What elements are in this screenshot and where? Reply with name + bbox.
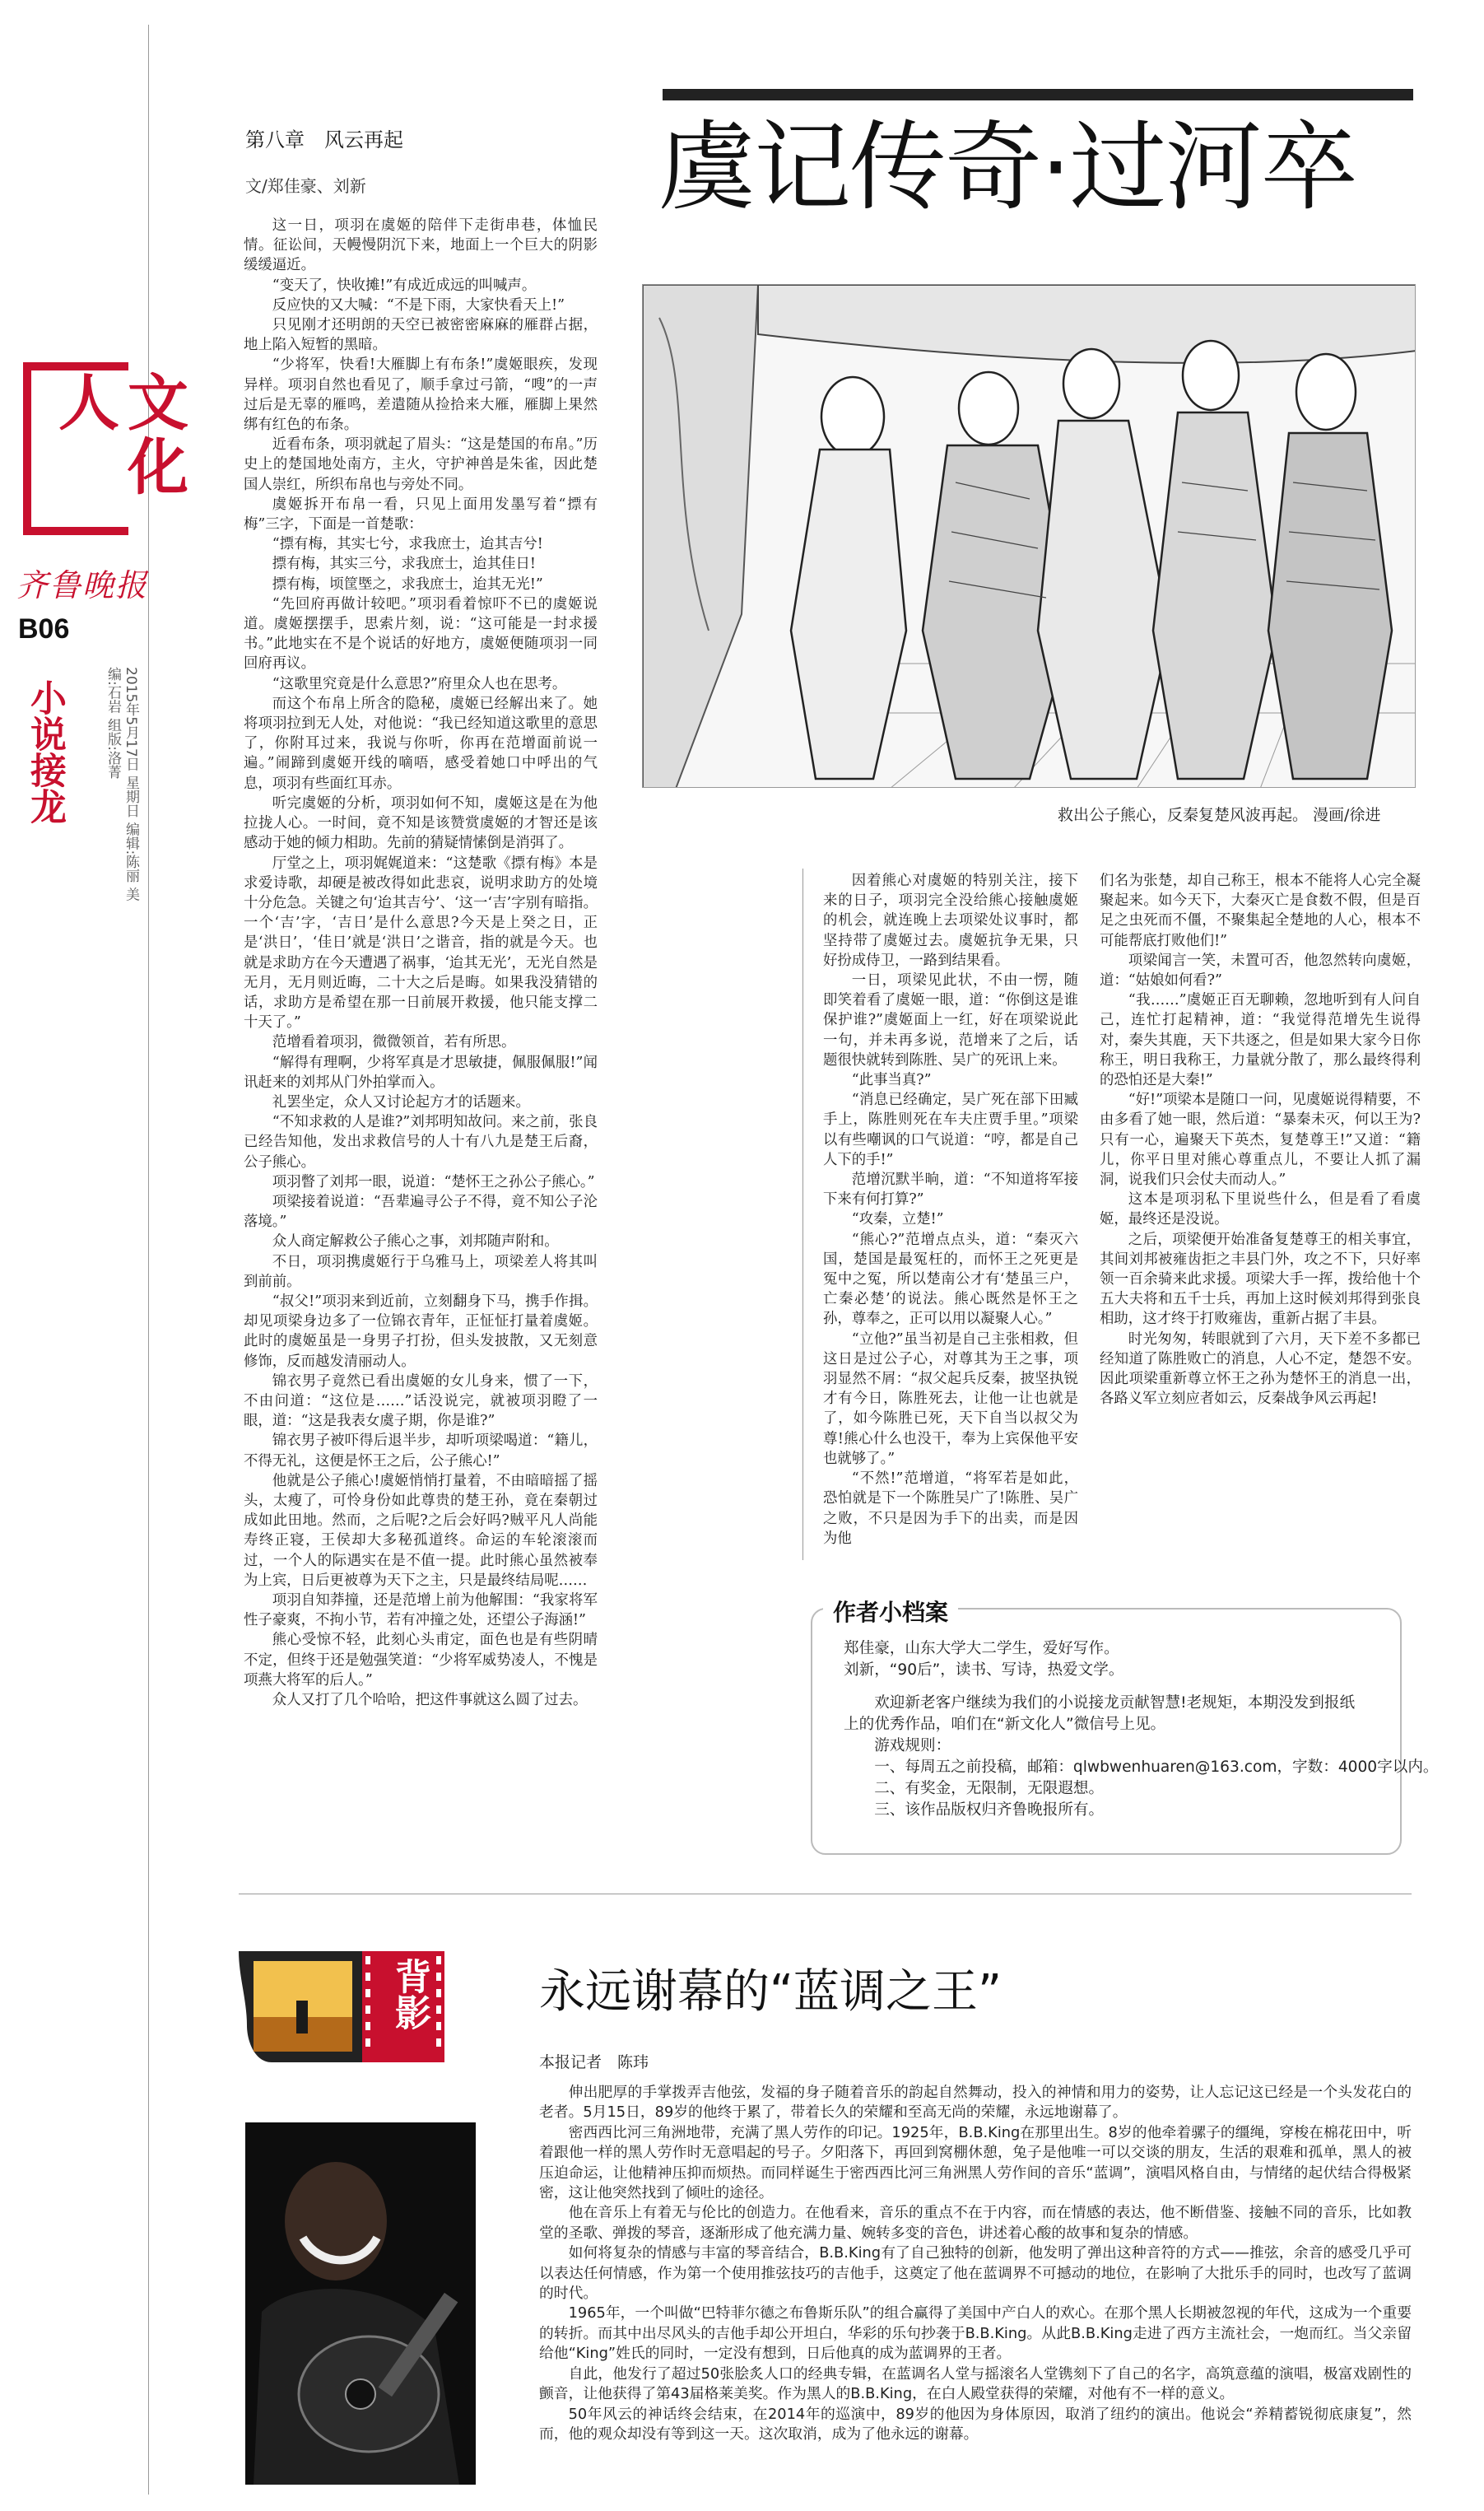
- column-rule: [802, 869, 803, 1560]
- paragraph: 密西西比河三角洲地带，充满了黑人劳作的印记。1925年，B.B.King在那里出生。8岁的他牵着骡子的缰绳，穿梭在棉花田中，听着跟他一样的黑人劳作时无意唱起的号子。夕阳落下，再回到窝棚休憩，兔子是他唯一可以交谈的朋友，生活的艰难和孤单，黑人的被压迫命运，让他精神压抑而烦热。而同样诞生于密西西比河三角洲黑人劳作间的音乐“蓝调”，演唱风格自由，与情绪的起伏结合得极紧密，这让他突然找到了倾吐的途径。: [539, 2123, 1412, 2202]
- paragraph: 而这个布帛上所含的隐秘，虞姬已经解出来了。她将项羽拉到无人处，对他说：“我已经知道这歌里的意思了，你附耳过来，我说与你听，你再在范增面前说一遍。”闹蹄到虞姬开线的嘀唔，感受着她口中呼出的气息，项羽有些面红耳赤。: [244, 695, 598, 792]
- background-byline: 本报记者 陈玮: [539, 2053, 649, 2071]
- paragraph: 项梁闻言一笑，未置可否，他忽然转向虞姬，道：“姑娘如何看?”: [1100, 952, 1421, 990]
- paragraph: 自此，他发行了超过50张脍炙人口的经典专辑，在蓝调名人堂与摇滚名人堂镌刻下了自己的名字，高筑意蕴的演唱，极富戏剧性的颤音，让他获得了第43届格莱美奖。作为黑人的B.B.King，在白人殿堂获得的荣耀，对他有不一样的意义。: [539, 2364, 1412, 2403]
- paragraph: 他就是公子熊心!虞姬悄悄打量着，不由暗暗摇了摇头，太瘦了，可怜身份如此尊贵的楚王孙，竟在秦朝过成如此田地。然而，之后呢?之后会好吗?贼平凡人尚能寿终正寝，王侯却大多秘孤道终。命运的车轮滚滚而过，一个人的际遇实在是不值一提。此时熊心虽然被奉为上宾，日后更被尊为天下之主，只是最终结局呢……: [244, 1472, 598, 1589]
- paragraph: “不知求救的人是谁?”刘邦明知故问。来之前，张良已经告知他，发出求救信号的人十有八九是楚王后裔，公子熊心。: [244, 1114, 598, 1171]
- paragraph: 众人商定解救公子熊心之事，刘邦随声附和。: [272, 1233, 559, 1251]
- notice-line: 欢迎新老客户继续为我们的小说接龙贡献智慧!老规矩，本期没发到报纸: [874, 1694, 1356, 1712]
- paragraph: 他在音乐上有着无与伦比的创造力。在他看来，音乐的重点不在于内容，而在情感的表达，他不断借鉴、接触不同的音乐，比如教堂的圣歌、弹拨的琴音，逐渐形成了他充满力量、婉转多变的音色，讲述着心酸的故事和复杂的情感。: [539, 2204, 1412, 2242]
- paragraph: 一日，项梁见此状，不由一愣，随即笑着看了虞姬一眼，道：“你倒这是谁保护谁?”虞姬面上一红，好在项梁说此一句，并未再多说，范增来了之后，话题很快就转到陈胜、吴广的死讯上来。: [823, 972, 1078, 1069]
- story-column-3: [1100, 871, 1421, 1554]
- illustration-drawing: [643, 285, 1416, 788]
- background-title: 永远谢幕的“蓝调之王”: [539, 1965, 1003, 2019]
- paragraph: “解得有理啊，少将军真是才思敏捷，佩服佩服!”闻讯赶来的刘邦从门外拍掌而入。: [244, 1054, 598, 1091]
- paragraph: “立他?”虽当初是自己主张相救，但这日是过公子心，对尊其为王之事，项羽显然不屑：“叔父起兵反秦，披坚执锐才有今日，陈胜死去，让他一让也就是了，如今陈胜已死，天下自当以叔父为尊!熊心什么也没干，奉为上宾保他平安也就够了。”: [823, 1330, 1078, 1467]
- background-article: [539, 2083, 1412, 2503]
- paragraph: 们名为张楚，却自己称王，根本不能将人心完全凝聚起来。如今天下，大秦灭亡是食数不假，但是百足之虫死而不僵，不聚集起全楚地的人心，根本不可能帮底打败他们!”: [1100, 873, 1421, 949]
- poem-line: 摽有梅，其实三兮，求我庶士，迨其佳日!: [272, 556, 536, 573]
- poem-line: “摽有梅，其实七兮，求我庶士，迨其吉兮!: [272, 536, 543, 553]
- paragraph: “变天了，快收摊!”有成近成远的叫喊声。: [272, 277, 537, 294]
- paragraph: 因着熊心对虞姬的特别关注，接下来的日子，项羽完全没给熊心接触虞姬的机会，就连晚上去项梁处议事时，都坚持带了虞姬过去。虞姬抗争无果，只好扮成侍卫，一路到结果看。: [823, 873, 1078, 969]
- profile-line: 郑佳豪，山东大学大二学生，爱好写作。: [844, 1640, 1119, 1657]
- paragraph: 之后，项梁便开始准备复楚尊王的相关事宜，其间刘邦被雍齿拒之丰县门外，攻之不下，只好率领一百余骑来此求援。项梁大手一挥，拨给他十个五大夫将和五千士兵，再加上这时候刘邦得到张良相助，这才终于打败雍齿，重新占据了丰县。: [1100, 1231, 1421, 1328]
- chapter-heading: 第八章 风云再起: [245, 128, 403, 151]
- paragraph: 不日，项羽携虞姬行于乌雅马上，项梁差人将其叫到前前。: [244, 1253, 598, 1290]
- notice-line: 一、每周五之前投稿，邮箱：qlwbwenhuaren@163.com，字数：4000字以内。: [874, 1759, 1439, 1776]
- paragraph: 听完虞姬的分析，项羽如何不知，虞姬这是在为他拉拢人心。一时间，竟不知是该赞赏虞姬的才智还是该感动于她的倾力相助。先前的猜疑情愫倒是消弭了。: [244, 794, 598, 852]
- paragraph: 熊心受惊不轻，此刻心头甫定，面色也是有些阴晴不定，但终于还是勉强笑道：“少将军威势凌人，不愧是项燕大将军的后人。”: [244, 1632, 598, 1689]
- paragraph: 伸出肥厚的手掌拨弄吉他弦，发福的身子随着音乐的韵起自然舞动，投入的神情和用力的姿势，让人忘记这已经是一个头发花白的老者。5月15日，89岁的他终于累了，带着长久的荣耀和至高无尚的荣耀，永远地谢幕了。: [539, 2084, 1412, 2122]
- paragraph: 项羽瞥了刘邦一眼，说道：“楚怀王之孙公子熊心。”: [272, 1173, 595, 1190]
- bb-king-photo: [245, 2122, 476, 2485]
- paragraph: “不然!”范增道，“将军若是如此，恐怕就是下一个陈胜吴广了!陈胜、吴广之败，不只是因为手下的出卖，而是因为他: [823, 1470, 1078, 1547]
- paragraph: 锦衣男子竟然已看出虞姬的女儿身来，惯了一下，不由问道：“这位是……”话没说完，就被项羽瞪了一眼，道：“这是我表女虞子期，你是谁?”: [244, 1372, 598, 1430]
- story-title: 虞记传奇·过河卒: [658, 110, 1356, 224]
- paragraph: 范增看着项羽，微微领首，若有所思。: [272, 1034, 516, 1051]
- page-number: B06: [18, 613, 70, 645]
- notice-line: 三、该作品版权归齐鲁晚报所有。: [874, 1801, 1105, 1819]
- title-bar: [663, 89, 1413, 100]
- paragraph: 50年风云的神话终会结束，在2014年的巡演中，89岁的他因为身体原因，取消了纽约的演出。他说会“养精蓄锐彻底康复”，然而，他的观众却没有等到这一天。这次取消，成为了他永远的谢幕。: [539, 2405, 1412, 2443]
- notice-line: 上的优秀作品，咱们在“新文化人”微信号上见。: [844, 1716, 1166, 1733]
- paragraph: 这一日，项羽在虞姬的陪伴下走街串巷，体恤民情。征讼间，天幔慢阴沉下来，地面上一个巨大的阴影缓缓逼近。: [244, 217, 598, 274]
- notice-line: 游戏规则：: [874, 1737, 951, 1754]
- paragraph: “我……”虞姬正百无聊赖，忽地听到有人问自己，连忙打起精神，道：“我觉得范增先生说得对，秦失其鹿，天下共逐之，但是如果大家今日你称王，明日我称王，力量就分散了，那么最终得利的恐怕还是大秦!”: [1100, 992, 1421, 1089]
- paragraph: 如何将复杂的情感与丰富的琴音结合，B.B.King有了自己独特的创新，他发明了弹出这种音符的方式——推弦，余音的感受几乎可以表达任何情感，作为第一个使用推弦技巧的吉他手，这奠定了他在蓝调界不可撼动的地位，在影响了大批乐手的同时，也改写了蓝调的时代。: [539, 2244, 1412, 2303]
- story-column-1: [244, 216, 598, 1870]
- paragraph: “消息已经确定，吴广死在部下田臧手上，陈胜则死在车夫庄贾手里。”项梁以有些嘲讽的口气说道：“哼，都是自己人下的手!”: [823, 1092, 1078, 1168]
- comic-illustration: [642, 284, 1416, 788]
- illustration-caption: 救出公子熊心，反秦复楚风波再起。 漫画/徐进: [1058, 806, 1381, 824]
- paragraph: 项羽自知莽撞，还是范增上前为他解围：“我家将军性子豪爽，不拘小节，若有冲撞之处，还望公子海涵!”: [244, 1592, 598, 1629]
- paragraph: 1965年，一个叫做“巴特菲尔德之布鲁斯乐队”的组合赢得了美国中产白人的欢心。在那个黑人长期被忽视的年代，这成为一个重要的转折。而其中出尽风头的吉他手却公开坦白，华彩的乐句抄袭于B.B.King。从此B.B.King走进了西方主流社会，一炮而红。当父亲留给他“King”姓氏的同时，一定没有想到，日后他真的成为蓝调界的王者。: [539, 2304, 1412, 2363]
- background-tag: 背影: [388, 1958, 430, 2030]
- paragraph: 范增沉默半晌，道：“不知道将军接下来有何打算?”: [823, 1172, 1078, 1209]
- poem-line: 摽有梅，顷筐塈之，求我庶士，迨其无光!”: [272, 575, 543, 593]
- paragraph: “攻秦，立楚!”: [851, 1211, 944, 1228]
- paragraph: 虞姬拆开布帛一看，只见上面用发墨写着“摽有梅”三字，下面是一首楚歌：: [244, 496, 598, 533]
- paragraph: 时光匆匆，转眼就到了六月，天下差不多都已经知道了陈胜败亡的消息，人心不定，楚怨不安。因此项梁重新尊立怀王之孙为楚怀王的消息一出，各路义军立刻应者如云，反秦战争风云再起!: [1100, 1330, 1421, 1408]
- story-column-2: [823, 871, 1078, 1554]
- paragraph: “熊心?”范增点点头，道：“秦灭六国，楚国是最冤枉的，而怀王之死更是冤中之冤，所以楚南公才有‘楚虽三户，亡秦必楚’的说法。熊心既然是怀王之孙，尊奉之，正可以用以凝聚人心。”: [823, 1231, 1078, 1328]
- paragraph: 近看布条，项羽就起了眉头：“这是楚国的布帛。”历史上的楚国地处南方，主火，守护神兽是朱雀，因此楚国人崇红，所织布帛也与旁处不同。: [244, 436, 598, 493]
- paragraph: “先回府再做计较吧。”项羽看着惊吓不已的虞姬说道。虞姬摆摆手，思索片刻，说：“这可能是一封求援书。”此地实在不是个说话的好地方，虞姬便随项羽一同回府再议。: [244, 595, 598, 673]
- section-name: 小说接龙: [24, 679, 66, 824]
- paper-name: 齐鲁晚报: [16, 567, 149, 603]
- paragraph: 礼罢坐定，众人又讨论起方才的话题来。: [272, 1093, 530, 1111]
- paragraph: “这歌里究竟是什么意思?”府里众人也在思考。: [272, 675, 567, 692]
- paragraph: “好!”项梁本是随口一问，见虞姬说得精要，不由多看了她一眼，然后道：“暴秦未灭，何以王为?只有一心，遍聚天下英杰，复楚尊王!”又道：“籍儿，你平日里对熊心尊重点儿，不要让人抓了漏洞，说我们只会仗夫而动人。”: [1100, 1092, 1421, 1189]
- guitarist-photo-drawing: [245, 2122, 476, 2485]
- edition-meta: 2015年5月17日 星期日 编辑:陈丽 美编:石岩 组版:洛菁: [105, 667, 139, 901]
- column-logo: [15, 362, 188, 552]
- paragraph: 众人又打了几个哈哈，把这件事就这么圆了过去。: [272, 1692, 588, 1709]
- paragraph: “此事当真?”: [851, 1072, 932, 1089]
- background-section-badge: [173, 1943, 469, 2071]
- profile-line: 刘新，“90后”，读书、写诗，热爱文学。: [844, 1661, 1124, 1679]
- paragraph: 项梁接着说道：“吾辈遍寻公子不得，竟不知公子沦落境。”: [244, 1193, 598, 1231]
- paragraph: 反应快的又大喊：“不是下雨，大家快看天上!”: [272, 296, 565, 314]
- paragraph: “叔父!”项羽来到近前，立刻翻身下马，携手作揖。却见项梁身边多了一位锦衣青年，正怔怔打量着虞姬。此时的虞姬虽是一身男子打扮，但头发披散，又无刻意修饰，反而越发清丽动人。: [244, 1293, 598, 1370]
- column-logo-text: 文化人: [49, 370, 188, 499]
- paragraph: 这本是项羽私下里说些什么，但是看了看虞姬，最终还是没说。: [1100, 1191, 1421, 1228]
- paragraph: 厅堂之上，项羽娓娓道来：“这楚歌《摽有梅》本是求爱诗歌，却硬是被改得如此悲哀，说明求助方的处境十分危急。关键之句‘迨其吉兮’、‘这一‘吉’字别有暗指。一个‘吉’字，‘吉日’是什么意思?今天是上癸之日，正是‘洪日’，‘佳日’就是‘洪日’之谐音，指的就是今天。也就是求助方在今天遭遇了祸事，‘迨其无光’，无光自然是无月，无月则近晦，二十大之后是晦。如果我没猜错的话，求助方是希望在那一日前展开救援，他只能支撑二十天了。”: [244, 855, 598, 1032]
- paragraph: 锦衣男子被吓得后退半步，却听项梁喝道：“籍儿，不得无礼，这便是怀王之后，公子熊心!”: [244, 1433, 598, 1470]
- author-profile-body: [844, 1638, 1439, 1821]
- paragraph: 只见刚才还明朗的天空已被密密麻麻的雁群占据，地上陷入短暂的黑暗。: [244, 317, 598, 354]
- notice-line: 二、有奖金，无限制，无限遐想。: [874, 1780, 1105, 1797]
- author-profile-title: 作者小档案: [823, 1595, 958, 1628]
- paragraph: “少将军，快看!大雁脚上有布条!”虞姬眼疾，发现异样。项羽自然也看见了，顺手拿过弓箭，“嗖”的一声过后是无辜的雁鸣，差遣随从捡拾来大雁，雁脚上果然绑有红色的布条。: [244, 356, 598, 434]
- story-byline: 文/郑佳豪、刘新: [245, 176, 366, 196]
